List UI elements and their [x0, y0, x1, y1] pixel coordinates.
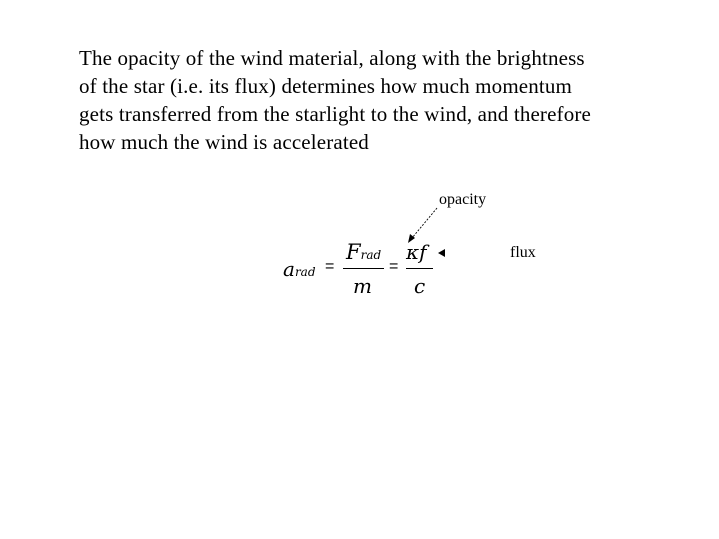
- fraction-bar-1: [343, 268, 384, 269]
- paragraph-line-4: how much the wind is accelerated: [79, 130, 369, 154]
- paragraph-line-3: gets transferred from the starlight to the wind, and therefore: [79, 102, 591, 126]
- acceleration-symbol: arad: [283, 257, 316, 281]
- opacity-label: opacity: [439, 191, 487, 208]
- kappa-symbol: κ: [406, 240, 420, 264]
- flux-label: flux: [510, 244, 536, 261]
- speed-of-light-symbol: c: [414, 274, 426, 298]
- kappa-flux-numerator: [406, 240, 427, 264]
- paragraph-line-1: The opacity of the wind material, along with the brightness: [79, 46, 585, 70]
- flux-symbol: f: [419, 240, 427, 264]
- flux-arrow: [438, 249, 445, 257]
- equals-sign-1: =: [325, 258, 335, 275]
- radiative-force-subscript: rad: [360, 248, 382, 262]
- fraction-bar-2: [406, 268, 433, 269]
- radiative-force-symbol: Frad: [346, 240, 382, 264]
- equals-sign-2: =: [389, 258, 399, 275]
- mass-symbol: m: [353, 274, 372, 298]
- acceleration-subscript: rad: [294, 265, 316, 279]
- paragraph-line-2: of the star (i.e. its flux) determines how much momentum: [79, 74, 573, 98]
- opacity-arrow: [408, 208, 437, 243]
